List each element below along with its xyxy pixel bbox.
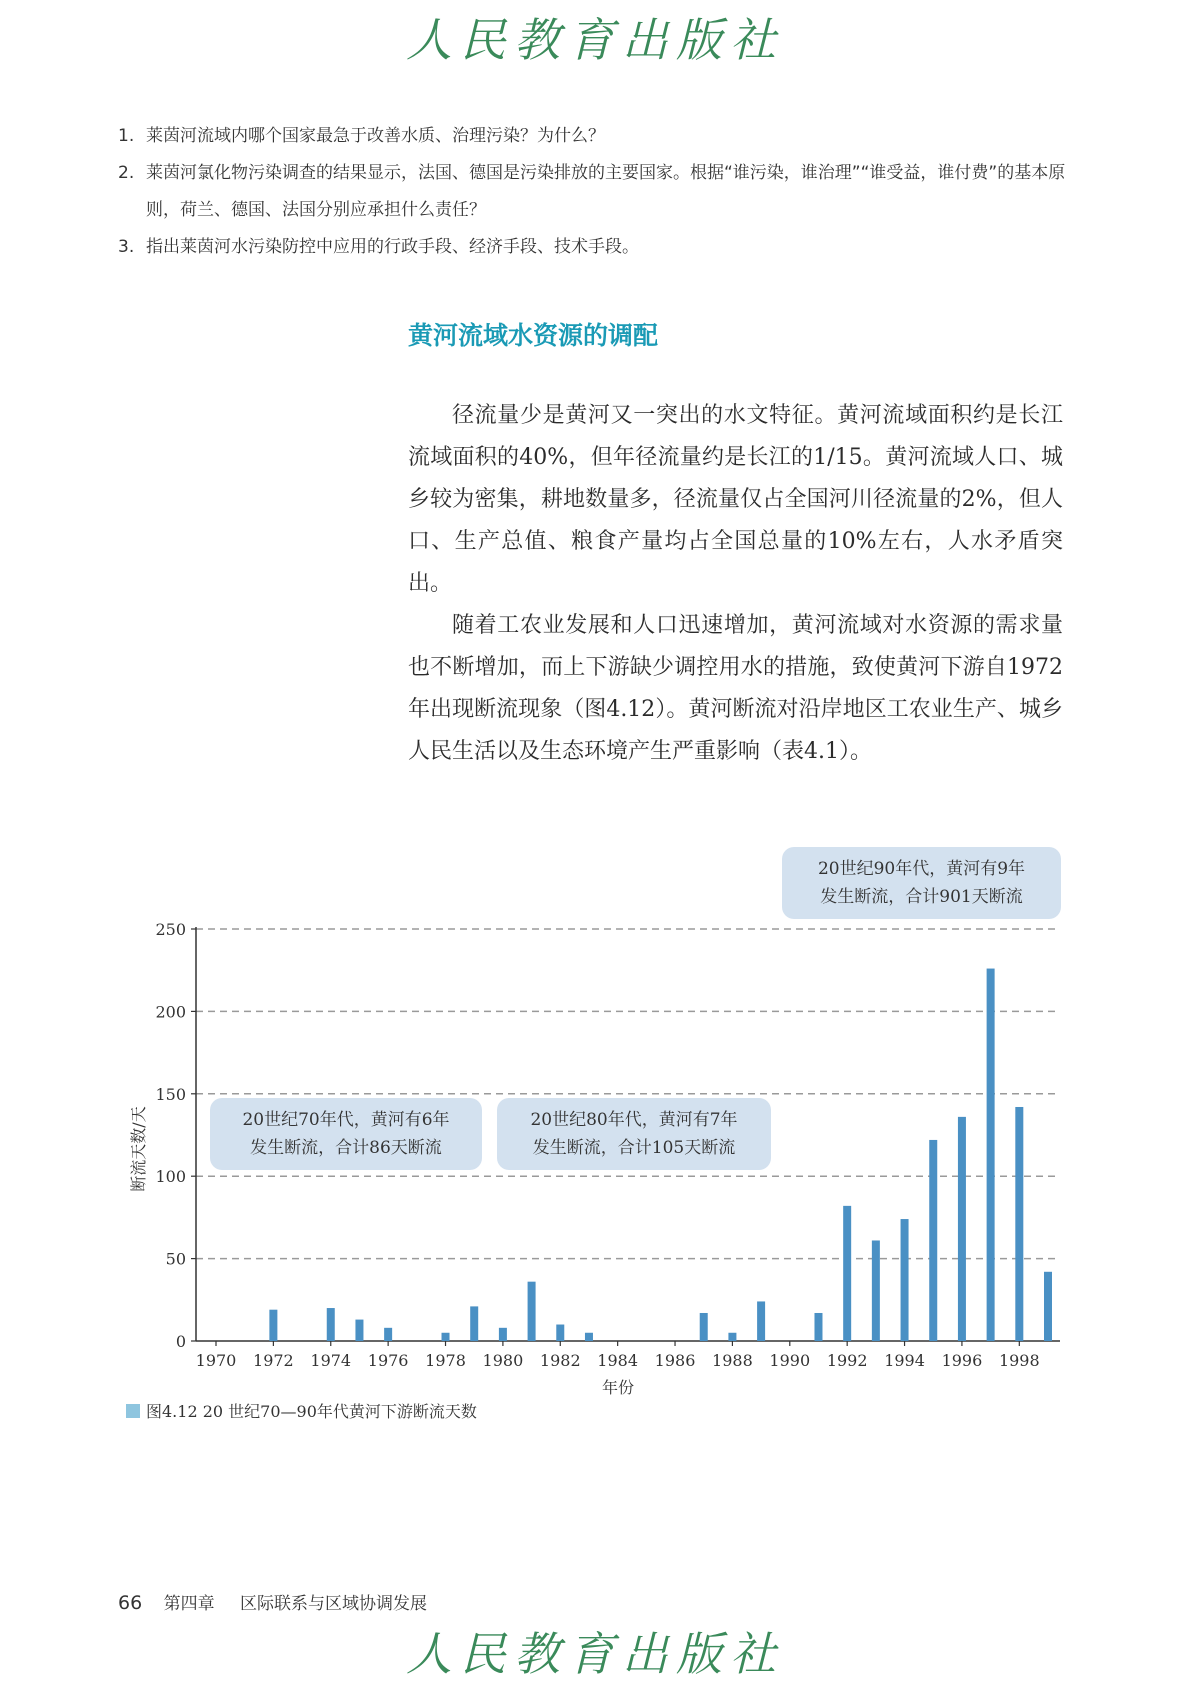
callout-1990s [782,847,1061,919]
bar [499,1328,507,1341]
publisher-logo-bottom: 人民教育出版社 [406,1627,784,1681]
y-tick-label: 50 [165,1249,186,1269]
bar [987,969,995,1341]
chapter-title: 区际联系与区域协调发展 [240,1594,427,1614]
bar [528,1282,536,1341]
x-tick-label: 1982 [539,1351,581,1370]
chapter-number: 第四章 [163,1594,215,1614]
caption-text: 图4.12 20 世纪70—90年代黄河下游断流天数 [146,1402,477,1421]
callout-line: 发生断流，合计86天断流 [250,1138,442,1158]
x-tick-labels [196,1341,1040,1370]
question-text: 莱茵河流域内哪个国家最急于改善水质、治理污染？为什么？ [146,126,605,146]
x-tick-label: 1976 [367,1351,409,1370]
question-number: 3. [118,237,135,257]
page-number: 66 [118,1592,143,1614]
caption-marker-icon [126,1404,140,1418]
bar [384,1328,392,1341]
x-tick-label: 1984 [597,1351,639,1370]
x-tick-label: 1974 [310,1351,352,1370]
callout-line: 20世纪70年代，黄河有6年 [242,1110,450,1130]
callout-1970s [210,1098,482,1170]
y-tick-label: 0 [175,1332,186,1351]
bar [585,1333,593,1341]
section-title: 黄河流域水资源的调配 [408,321,659,350]
callout-line: 发生断流，合计105天断流 [532,1138,736,1158]
y-tick-label: 250 [155,920,186,939]
bar [843,1206,851,1341]
y-tick-labels [155,920,196,1351]
callout-line: 发生断流，合计901天断流 [820,887,1023,907]
paragraph: 径流量少是黄河又一突出的水文特征。黄河流域面积约是长江流域面积的40%，但年径流量约是长江的1/15。黄河流域人口、城乡较为密集，耕地数量多，径流量仅占全国河川径流量的2%，但人口、生产总值、粮食产量均占全国总量的10%左右，人水矛盾突出。 [408,403,1063,596]
x-tick-label: 1990 [769,1351,811,1370]
bar [355,1320,363,1341]
callout-line: 20世纪80年代，黄河有7年 [530,1110,738,1130]
x-tick-label: 1998 [998,1351,1040,1370]
bar [872,1240,880,1341]
bar [269,1310,277,1341]
bar [700,1313,708,1341]
y-axis-label: 断流天数/天 [129,1106,148,1192]
bar [556,1325,564,1341]
bar [327,1308,335,1341]
x-axis-label: 年份 [601,1378,635,1397]
question-number: 2. [118,163,135,183]
callout-1980s [497,1098,771,1170]
bar [901,1219,909,1341]
x-tick-label: 1986 [654,1351,696,1370]
publisher-logo-top: 人民教育出版社 [406,13,784,67]
x-tick-label: 1980 [482,1351,524,1370]
callout-line: 20世纪90年代，黄河有9年 [817,859,1026,879]
x-tick-label: 1970 [195,1351,237,1370]
x-tick-label: 1994 [884,1351,925,1370]
question-text: 莱茵河氯化物污染调查的结果显示，法国、德国是污染排放的主要国家。根据“谁污染，谁治理”“谁受益，谁付费”的基本原则，荷兰、德国、法国分别应承担什么责任？ [146,163,1066,220]
x-tick-label: 1972 [253,1351,294,1370]
bar [1044,1272,1052,1341]
x-tick-label: 1996 [941,1351,983,1370]
bar [728,1333,736,1341]
y-tick-label: 100 [155,1167,186,1187]
bar [958,1117,966,1341]
y-tick-label: 150 [155,1084,186,1104]
question-number: 1. [118,126,135,146]
bar [442,1333,450,1341]
page-footer [118,1589,427,1614]
y-tick-label: 200 [155,1002,186,1022]
x-tick-label: 1978 [425,1351,466,1370]
figure-caption [126,1399,477,1422]
bar [757,1301,765,1341]
x-tick-label: 1992 [826,1351,868,1370]
paragraph: 随着工农业发展和人口迅速增加，黄河流域对水资源的需求量也不断增加，而上下游缺少调控用水的措施，致使黄河下游自1972 年出现断流现象（图4.12）。黄河断流对沿岸地区工农业生产、城乡人民生活以及生态环境产生严重影响（表4.1）。 [408,613,1063,764]
bar [814,1313,822,1341]
bar [470,1306,478,1341]
bar [929,1140,937,1341]
x-tick-label: 1988 [712,1351,753,1370]
bar [1015,1107,1023,1341]
question-text: 指出莱茵河水污染防控中应用的行政手段、经济手段、技术手段。 [146,237,639,257]
